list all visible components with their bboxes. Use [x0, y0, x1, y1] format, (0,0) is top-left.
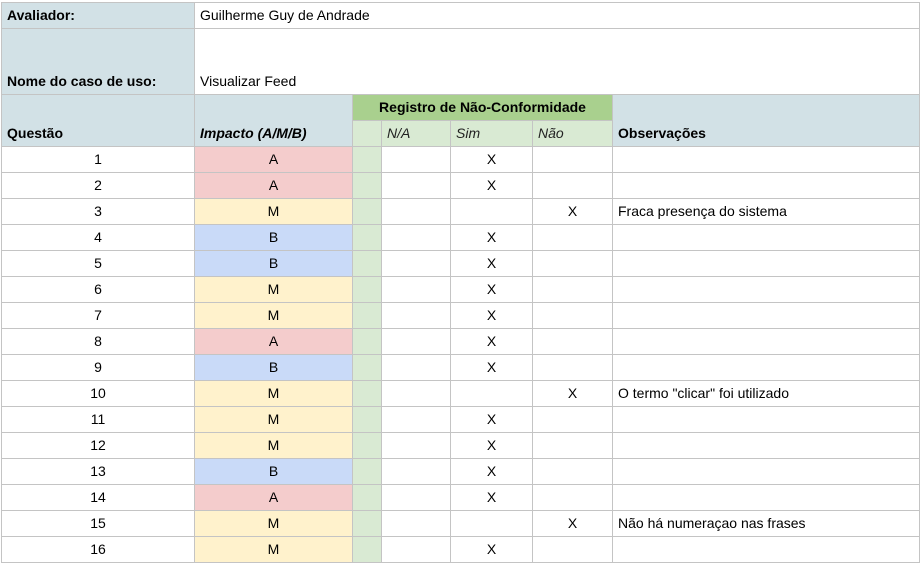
- na-cell[interactable]: [382, 225, 451, 251]
- yes-cell[interactable]: X: [451, 537, 533, 563]
- yes-cell[interactable]: X: [451, 303, 533, 329]
- table-row: [2, 537, 920, 563]
- registry-strip-cell[interactable]: [353, 173, 382, 199]
- na-cell[interactable]: [382, 303, 451, 329]
- impact-cell[interactable]: A: [195, 147, 353, 173]
- na-cell[interactable]: [382, 173, 451, 199]
- impact-cell[interactable]: M: [195, 511, 353, 537]
- table-row: [2, 459, 920, 485]
- impact-cell[interactable]: A: [195, 485, 353, 511]
- table-row: [2, 433, 920, 459]
- yes-cell[interactable]: X: [451, 329, 533, 355]
- table-row: [2, 225, 920, 251]
- na-cell[interactable]: [382, 537, 451, 563]
- registry-strip-cell[interactable]: [353, 329, 382, 355]
- question-cell[interactable]: 7: [2, 303, 195, 329]
- registry-strip-header[interactable]: [353, 121, 382, 147]
- impact-cell[interactable]: M: [195, 381, 353, 407]
- question-cell[interactable]: 9: [2, 355, 195, 381]
- na-cell[interactable]: [382, 147, 451, 173]
- no-cell[interactable]: [533, 407, 613, 433]
- registry-strip-cell[interactable]: [353, 511, 382, 537]
- question-cell[interactable]: 5: [2, 251, 195, 277]
- yes-cell[interactable]: [451, 199, 533, 225]
- impact-cell[interactable]: B: [195, 459, 353, 485]
- no-cell[interactable]: X: [533, 381, 613, 407]
- observation-cell[interactable]: [613, 277, 920, 303]
- question-cell[interactable]: 2: [2, 173, 195, 199]
- question-cell[interactable]: 14: [2, 485, 195, 511]
- na-cell[interactable]: [382, 485, 451, 511]
- observation-cell[interactable]: [613, 355, 920, 381]
- na-cell[interactable]: [382, 407, 451, 433]
- observation-cell[interactable]: [613, 459, 920, 485]
- na-cell[interactable]: [382, 511, 451, 537]
- registry-strip-cell[interactable]: [353, 147, 382, 173]
- observation-cell[interactable]: [613, 433, 920, 459]
- observation-cell[interactable]: [613, 251, 920, 277]
- registry-strip-cell[interactable]: [353, 355, 382, 381]
- registry-strip-cell[interactable]: [353, 537, 382, 563]
- na-cell[interactable]: [382, 277, 451, 303]
- na-cell[interactable]: [382, 251, 451, 277]
- table-row: [2, 277, 920, 303]
- registry-strip-cell[interactable]: [353, 407, 382, 433]
- yes-cell[interactable]: X: [451, 485, 533, 511]
- question-cell[interactable]: 13: [2, 459, 195, 485]
- yes-cell[interactable]: X: [451, 433, 533, 459]
- no-column-header[interactable]: Não: [533, 121, 613, 147]
- question-cell[interactable]: 12: [2, 433, 195, 459]
- table-row: [2, 147, 920, 173]
- registry-strip-cell[interactable]: [353, 381, 382, 407]
- registry-strip-cell[interactable]: [353, 199, 382, 225]
- na-column-header[interactable]: N/A: [382, 121, 451, 147]
- na-cell[interactable]: [382, 381, 451, 407]
- question-cell[interactable]: 3: [2, 199, 195, 225]
- question-cell[interactable]: 15: [2, 511, 195, 537]
- impact-cell[interactable]: M: [195, 303, 353, 329]
- question-column-header[interactable]: Questão: [2, 95, 195, 147]
- no-cell[interactable]: [533, 225, 613, 251]
- registry-strip-cell[interactable]: [353, 225, 382, 251]
- question-cell[interactable]: 11: [2, 407, 195, 433]
- no-cell[interactable]: [533, 537, 613, 563]
- table-row: [2, 355, 920, 381]
- no-cell[interactable]: [533, 329, 613, 355]
- no-cell[interactable]: X: [533, 511, 613, 537]
- yes-column-header[interactable]: Sim: [451, 121, 533, 147]
- no-cell[interactable]: [533, 459, 613, 485]
- yes-cell[interactable]: X: [451, 147, 533, 173]
- question-cell[interactable]: 10: [2, 381, 195, 407]
- na-cell[interactable]: [382, 459, 451, 485]
- observation-cell[interactable]: [613, 485, 920, 511]
- yes-cell[interactable]: [451, 381, 533, 407]
- no-cell[interactable]: [533, 355, 613, 381]
- impact-cell[interactable]: M: [195, 199, 353, 225]
- registry-strip-cell[interactable]: [353, 459, 382, 485]
- impact-cell[interactable]: M: [195, 537, 353, 563]
- evaluator-value[interactable]: Guilherme Guy de Andrade: [195, 3, 920, 29]
- no-cell[interactable]: [533, 251, 613, 277]
- observation-cell[interactable]: [613, 537, 920, 563]
- na-cell[interactable]: [382, 329, 451, 355]
- table-row: [2, 407, 920, 433]
- observation-cell[interactable]: [613, 407, 920, 433]
- observation-cell[interactable]: Fraca presença do sistema: [613, 199, 920, 225]
- no-cell[interactable]: X: [533, 199, 613, 225]
- impact-cell[interactable]: A: [195, 173, 353, 199]
- registry-header[interactable]: Registro de Não-Conformidade: [353, 95, 613, 121]
- yes-cell[interactable]: X: [451, 277, 533, 303]
- impact-cell[interactable]: M: [195, 407, 353, 433]
- use-case-label[interactable]: Nome do caso de uso:: [2, 29, 195, 95]
- na-cell[interactable]: [382, 355, 451, 381]
- registry-strip-cell[interactable]: [353, 277, 382, 303]
- registry-strip-cell[interactable]: [353, 485, 382, 511]
- no-cell[interactable]: [533, 433, 613, 459]
- observation-cell[interactable]: [613, 173, 920, 199]
- yes-cell[interactable]: X: [451, 407, 533, 433]
- evaluator-label[interactable]: Avaliador:: [2, 3, 195, 29]
- yes-cell[interactable]: X: [451, 355, 533, 381]
- table-row: [2, 173, 920, 199]
- impact-cell[interactable]: A: [195, 329, 353, 355]
- yes-cell[interactable]: X: [451, 251, 533, 277]
- registry-strip-cell[interactable]: [353, 433, 382, 459]
- registry-strip-cell[interactable]: [353, 251, 382, 277]
- impact-cell[interactable]: B: [195, 355, 353, 381]
- impact-cell[interactable]: B: [195, 251, 353, 277]
- no-cell[interactable]: [533, 147, 613, 173]
- table-row: [2, 199, 920, 225]
- observation-cell[interactable]: Não há numeraçao nas frases: [613, 511, 920, 537]
- observation-cell[interactable]: [613, 225, 920, 251]
- question-cell[interactable]: 1: [2, 147, 195, 173]
- question-cell[interactable]: 8: [2, 329, 195, 355]
- evaluation-sheet: [1, 2, 920, 563]
- use-case-value[interactable]: Visualizar Feed: [195, 29, 920, 95]
- yes-cell[interactable]: X: [451, 459, 533, 485]
- question-cell[interactable]: 16: [2, 537, 195, 563]
- impact-cell[interactable]: M: [195, 277, 353, 303]
- table-row: [2, 485, 920, 511]
- observation-cell[interactable]: [613, 329, 920, 355]
- observation-cell[interactable]: O termo "clicar" foi utilizado: [613, 381, 920, 407]
- table-row: [2, 381, 920, 407]
- na-cell[interactable]: [382, 433, 451, 459]
- observation-cell[interactable]: [613, 303, 920, 329]
- impact-cell[interactable]: B: [195, 225, 353, 251]
- question-cell[interactable]: 4: [2, 225, 195, 251]
- yes-cell[interactable]: X: [451, 173, 533, 199]
- observations-column-header[interactable]: Observações: [613, 95, 920, 147]
- table-row: [2, 511, 920, 537]
- table-row: [2, 329, 920, 355]
- registry-strip-cell[interactable]: [353, 303, 382, 329]
- impact-column-header[interactable]: Impacto (A/M/B): [195, 95, 353, 147]
- yes-cell[interactable]: X: [451, 225, 533, 251]
- question-cell[interactable]: 6: [2, 277, 195, 303]
- yes-cell[interactable]: [451, 511, 533, 537]
- table-row: [2, 251, 920, 277]
- observation-cell[interactable]: [613, 147, 920, 173]
- no-cell[interactable]: [533, 303, 613, 329]
- no-cell[interactable]: [533, 485, 613, 511]
- no-cell[interactable]: [533, 173, 613, 199]
- table-row: [2, 303, 920, 329]
- na-cell[interactable]: [382, 199, 451, 225]
- no-cell[interactable]: [533, 277, 613, 303]
- impact-cell[interactable]: M: [195, 433, 353, 459]
